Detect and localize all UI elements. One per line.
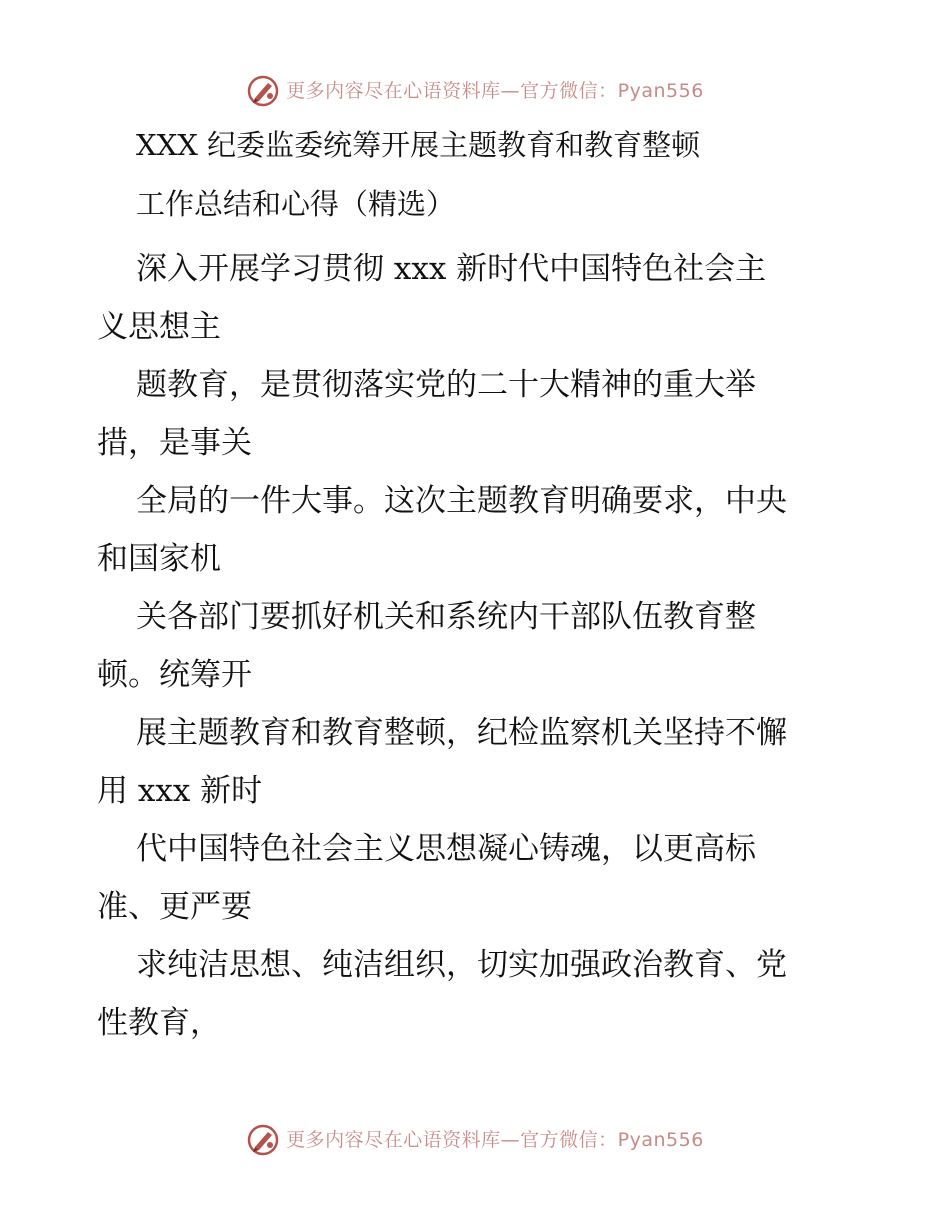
body-line: 关各部门要抓好机关和系统内干部队伍教育整 — [136, 599, 756, 635]
document-body — [97, 240, 857, 1052]
pen-logo-icon — [246, 74, 280, 108]
footer-banner-text: 更多内容尽在心语资料库—官方微信：Pyan556 — [286, 1128, 704, 1151]
header-banner-text: 更多内容尽在心语资料库—官方微信：Pyan556 — [286, 79, 704, 102]
body-line: 展主题教育和教育整顿，纪检监察机关坚持不懈 — [136, 715, 787, 751]
body-line: 深入开展学习贯彻 xxx 新时代中国特色社会主 — [136, 251, 767, 287]
body-line: 求纯洁思想、纯洁组织，切实加强政治教育、党 — [136, 947, 787, 983]
body-line: 措，是事关 — [97, 425, 252, 461]
body-line: 题教育，是贯彻落实党的二十大精神的重大举 — [136, 367, 756, 403]
footer-banner — [0, 1120, 950, 1160]
body-line: 全局的一件大事。这次主题教育明确要求，中央 — [136, 483, 787, 519]
body-line: 顿。统筹开 — [97, 657, 252, 693]
document-title-line-2: 工作总结和心得（精选） — [136, 187, 456, 221]
body-line: 用 xxx 新时 — [97, 773, 263, 809]
pen-logo-icon — [246, 1123, 280, 1157]
body-line: 义思想主 — [97, 309, 221, 345]
header-banner — [0, 71, 950, 111]
document-title-line-1: XXX 纪委监委统筹开展主题教育和教育整顿 — [136, 128, 701, 162]
body-line: 性教育， — [97, 1005, 221, 1041]
body-line: 准、更严要 — [97, 889, 252, 925]
body-line: 代中国特色社会主义思想凝心铸魂，以更高标 — [136, 831, 756, 867]
body-line: 和国家机 — [97, 541, 221, 577]
